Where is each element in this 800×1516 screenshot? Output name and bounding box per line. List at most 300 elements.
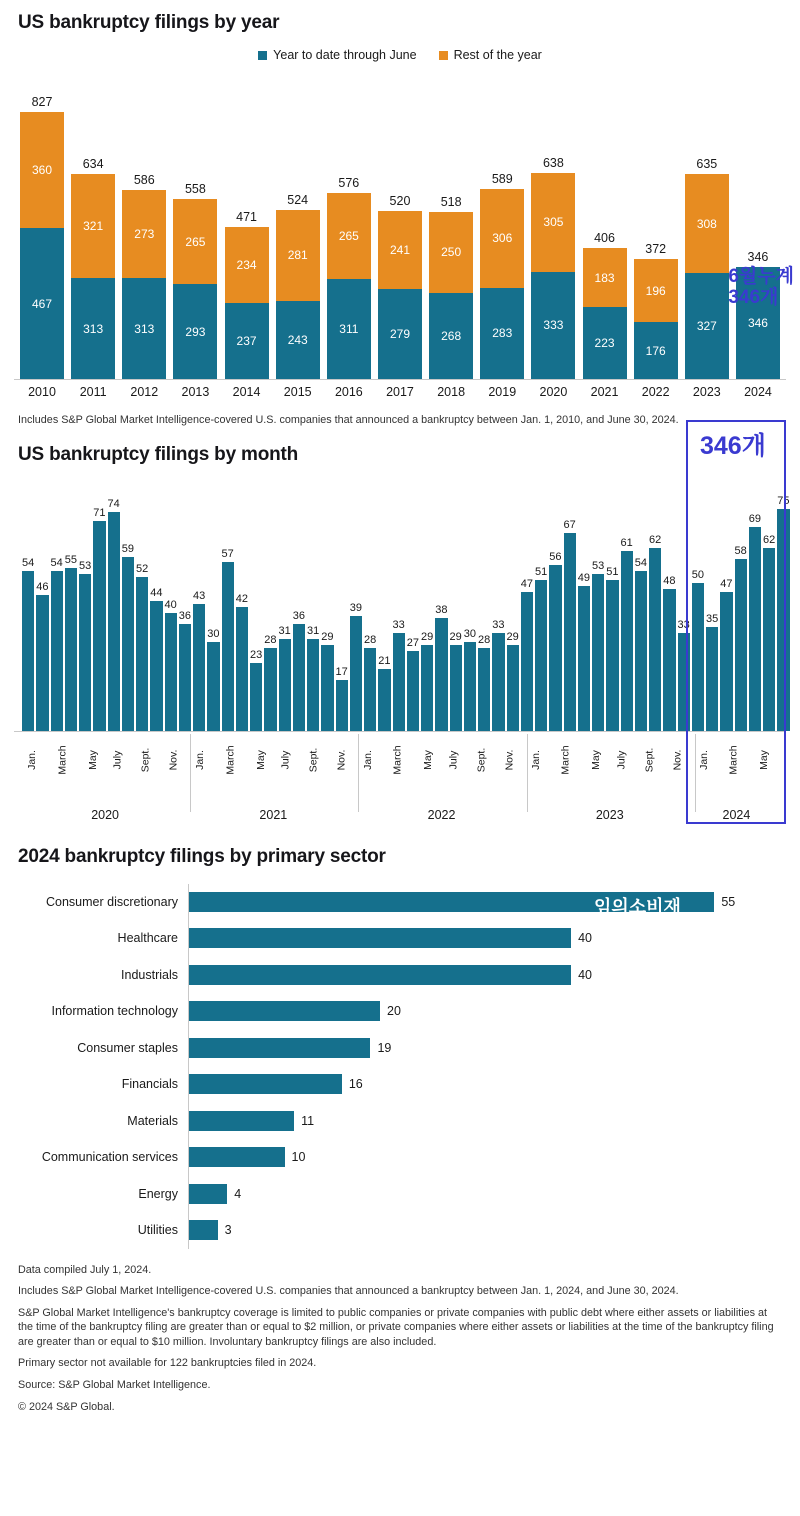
yearly-x-tick: 2024: [744, 385, 772, 399]
yearly-bar-total-label: 372: [645, 241, 667, 256]
monthly-bar: [36, 595, 48, 731]
monthly-bar: [207, 642, 219, 731]
monthly-bar-value-label: 35: [706, 613, 719, 626]
yearly-bar-total-label: 638: [542, 156, 564, 171]
yearly-bar-segment-ytd: 237: [225, 303, 269, 379]
sector-bar-row: [18, 1139, 782, 1176]
sector-bar-track: [188, 1066, 782, 1103]
monthly-x-tick: [522, 736, 524, 802]
sector-bar-value: 11: [301, 1113, 315, 1128]
sector-bar-label: Communication services: [41, 1150, 178, 1165]
yearly-x-tick: 2015: [283, 385, 312, 399]
monthly-bar-group: [207, 472, 219, 731]
yearly-chart-plot: [14, 70, 786, 380]
yearly-x-tick: 2019: [488, 385, 517, 399]
yearly-bar-group: [20, 70, 64, 379]
sector-bar: [189, 965, 571, 985]
yearly-bar-segment-rest: 265: [327, 193, 371, 279]
monthly-bar-value-label: 40: [164, 598, 177, 611]
monthly-bar-group: [293, 472, 305, 731]
monthly-bar-group: [564, 472, 576, 731]
monthly-bar: [692, 583, 704, 731]
monthly-bar-group: [678, 472, 690, 731]
monthly-x-tick: Jan.: [193, 749, 206, 770]
sector-bar: [189, 1074, 342, 1094]
sector-bar-label: Healthcare: [117, 931, 178, 946]
monthly-bar-group: [635, 472, 647, 731]
yearly-bar-total-label: 518: [440, 194, 462, 209]
monthly-x-tick: [440, 736, 442, 802]
yearly-x-tick: 2020: [539, 385, 568, 399]
yearly-bar: [634, 259, 678, 379]
yearly-bar-total-label: 635: [696, 157, 718, 172]
sector-bar-track: [188, 1212, 782, 1249]
monthly-bar: [378, 669, 390, 731]
yearly-x-tick: 2017: [386, 385, 414, 399]
footnote-line: © 2024 S&P Global.: [18, 1400, 115, 1413]
yearly-bar: [685, 174, 729, 379]
monthly-x-tick: Sept.: [474, 747, 487, 772]
yearly-bar-segment-rest: 281: [276, 210, 320, 301]
monthly-bar: [321, 645, 333, 731]
yearly-bar-segment-rest: 360: [20, 112, 64, 228]
legend-swatch-ytd: [258, 51, 267, 60]
sector-bar-track: [188, 957, 782, 994]
sector-bar-row: [18, 1176, 782, 1213]
yearly-bar-total-label: 827: [31, 95, 53, 110]
annotation-yearly-line1: 6월누계: [728, 266, 794, 287]
monthly-bar-group: [165, 472, 177, 731]
yearly-bar-total-label: 589: [491, 171, 513, 186]
monthly-x-tick: Jan.: [25, 749, 38, 770]
monthly-bar-group: [350, 472, 362, 731]
monthly-bar-value-label: 47: [720, 577, 733, 590]
yearly-x-tick: 2010: [28, 385, 56, 399]
monthly-bar: [22, 571, 34, 730]
monthly-x-tick: May: [86, 749, 99, 770]
yearly-bar-total-label: 520: [389, 194, 411, 209]
sector-bar-track: [188, 993, 782, 1030]
footnote-line: Includes S&P Global Market Intelligence-covered U.S. companies that announced a bankruptcy between Jan. 1, 2024, and June 30, 2024.: [18, 1285, 679, 1298]
yearly-bar: [71, 174, 115, 379]
monthly-x-tick: [129, 736, 131, 802]
monthly-bar: [222, 562, 234, 730]
monthly-bar: [421, 645, 433, 731]
footnotes: [18, 1263, 782, 1415]
yearly-bar-segment-ytd: 333: [531, 272, 575, 379]
monthly-bar-value-label: 53: [592, 560, 605, 573]
monthly-x-tick: [633, 736, 635, 802]
yearly-x-tick: 2021: [590, 385, 619, 399]
monthly-x-tick: [212, 736, 214, 802]
annotation-sector-korean: 임의소비재: [594, 896, 681, 917]
monthly-x-tick: Jan.: [697, 749, 710, 770]
monthly-bar-value-label: 33: [492, 619, 505, 632]
yearly-bar-segment-ytd: 346: [736, 267, 780, 379]
yearly-bar-group: [327, 70, 371, 379]
footnote-line: Data compiled July 1, 2024.: [18, 1263, 152, 1276]
yearly-bar-group: [634, 70, 678, 379]
monthly-x-tick: [297, 736, 299, 802]
yearly-chart-note: Includes S&P Global Market Intelligence-covered U.S. companies that announced a bankruptcy between Jan. 1, 2010, and June 30, 2024.: [18, 414, 679, 426]
monthly-bar-value-label: 46: [36, 580, 49, 593]
monthly-bar-value-label: 21: [378, 654, 391, 667]
yearly-bar-group: [736, 70, 780, 379]
monthly-x-tick: [354, 736, 356, 802]
monthly-x-tick: May: [254, 749, 267, 770]
monthly-bar-group: [777, 472, 789, 731]
monthly-bar: [535, 580, 547, 730]
monthly-bar: [108, 512, 120, 730]
yearly-bar-segment-ytd: 176: [634, 322, 678, 379]
monthly-bar-group: [407, 472, 419, 731]
sector-bar-label: Consumer discretionary: [46, 894, 178, 909]
monthly-bar-value-label: 36: [292, 610, 305, 623]
monthly-bar-group: [307, 472, 319, 731]
monthly-x-tick: Sept.: [642, 747, 655, 772]
monthly-bar-value-label: 29: [506, 631, 519, 644]
monthly-bar-group: [606, 472, 618, 731]
sector-bar-label: Information technology: [51, 1004, 178, 1019]
monthly-x-tick: [327, 736, 329, 802]
monthly-x-tick: Jan.: [361, 749, 374, 770]
monthly-bar-value-label: 42: [235, 592, 248, 605]
monthly-bar-value-label: 31: [278, 625, 291, 638]
monthly-bar-group: [122, 472, 134, 731]
monthly-bar: [564, 533, 576, 731]
monthly-bar-group: [51, 472, 63, 731]
sector-bar-label: Materials: [127, 1113, 178, 1128]
monthly-bar-group: [79, 472, 91, 731]
monthly-bar-value-label: 54: [50, 557, 63, 570]
yearly-bar-segment-ytd: 283: [480, 288, 524, 379]
monthly-x-tick: [159, 736, 161, 802]
yearly-chart-x-axis: [14, 385, 786, 399]
yearly-bar-segment-rest: 305: [531, 173, 575, 271]
monthly-bar-group: [735, 472, 747, 731]
yearly-bar-segment-ytd: 327: [685, 273, 729, 379]
monthly-bar: [93, 521, 105, 730]
monthly-bar-group: [250, 472, 262, 731]
yearly-bar: [583, 248, 627, 379]
monthly-bar: [578, 586, 590, 731]
sector-bar: [189, 1184, 227, 1204]
sector-bar-row: [18, 957, 782, 994]
monthly-bar: [777, 509, 789, 730]
annotation-yearly-line2: 346개: [728, 287, 779, 309]
monthly-bar: [720, 592, 732, 731]
monthly-bar-group: [663, 472, 675, 731]
yearly-bar-total-label: 558: [184, 181, 206, 196]
sector-bar-track: [188, 1176, 782, 1213]
footnote-line: S&P Global Market Intelligence's bankruptcy coverage is limited to public companies or private companies with public debt where either assets or liabilities at the time of the bankruptcy filing are greater than or equal to $2 million, or private companies where either assets or liabilities at the time of the bankruptcy filing are greater than or equal to $10 million. Involuntary bankruptcy filings are also included.: [18, 1306, 774, 1348]
monthly-year-label: 2021: [190, 804, 356, 822]
sector-bar-row: [18, 920, 782, 957]
yearly-bar-total-label: 471: [236, 210, 257, 224]
monthly-bar-group: [592, 472, 604, 731]
monthly-bar: [663, 589, 675, 731]
yearly-chart-legend: [0, 48, 800, 62]
monthly-bar-group: [179, 472, 191, 731]
monthly-x-tick: Sept.: [139, 747, 152, 772]
monthly-chart-plot: [14, 472, 790, 732]
monthly-bar: [478, 648, 490, 731]
sector-bar-track: [188, 1103, 782, 1140]
monthly-x-tick: Nov.: [167, 749, 180, 770]
yearly-bar-total-label: 576: [338, 176, 360, 191]
monthly-bar: [350, 616, 362, 731]
sector-bar-row: [18, 1103, 782, 1140]
monthly-x-tick: Nov.: [671, 749, 684, 770]
monthly-bar-group: [435, 472, 447, 731]
monthly-bar: [678, 633, 690, 730]
monthly-bar: [193, 604, 205, 731]
monthly-chart-title: US bankruptcy filings by month: [18, 443, 299, 465]
monthly-bar-group: [393, 472, 405, 731]
sector-chart-title: 2024 bankruptcy filings by primary sector: [18, 845, 386, 867]
monthly-year-label: 2022: [358, 804, 524, 822]
monthly-bar: [763, 548, 775, 731]
sector-bar-label: Industrials: [121, 967, 178, 982]
yearly-bar-segment-ytd: 313: [71, 278, 115, 379]
monthly-bar-value-label: 43: [193, 589, 206, 602]
yearly-x-tick: 2022: [641, 385, 670, 399]
yearly-bar-segment-rest: 196: [634, 259, 678, 322]
monthly-year-label: 2023: [527, 804, 693, 822]
monthly-bar: [250, 663, 262, 731]
monthly-x-tick: May: [590, 749, 603, 770]
monthly-bar: [407, 651, 419, 731]
monthly-bar-group: [706, 472, 718, 731]
legend-item-rest: [439, 48, 542, 62]
yearly-bar-group: [685, 70, 729, 379]
monthly-bar-group: [193, 472, 205, 731]
yearly-bar-segment-ytd: 268: [429, 293, 473, 379]
monthly-bar-value-label: 33: [677, 619, 690, 632]
monthly-x-tick: July: [111, 750, 124, 769]
footnote-line: Primary sector not available for 122 bankruptcies filed in 2024.: [18, 1357, 317, 1370]
yearly-x-tick: 2011: [79, 385, 107, 399]
monthly-x-tick: [548, 736, 550, 802]
monthly-bar-value-label: 29: [421, 631, 434, 644]
monthly-bar-value-label: 38: [435, 604, 448, 617]
monthly-x-tick: March: [559, 744, 572, 775]
monthly-x-tick: [415, 736, 417, 802]
monthly-bar-value-label: 28: [364, 633, 377, 646]
monthly-bar-group: [36, 472, 48, 731]
monthly-bar-value-label: 62: [763, 533, 776, 546]
monthly-x-tick: [495, 736, 497, 802]
monthly-bar-group: [150, 472, 162, 731]
sector-bar-row: [18, 993, 782, 1030]
yearly-x-tick: 2023: [692, 385, 721, 399]
yearly-x-tick: 2013: [181, 385, 210, 399]
yearly-bar-total-label: 406: [594, 231, 615, 245]
monthly-bar-value-label: 17: [335, 666, 348, 679]
sector-chart: [0, 884, 800, 1249]
monthly-bar: [592, 574, 604, 730]
monthly-bar-value-label: 27: [406, 636, 419, 649]
yearly-bar-group: [71, 70, 115, 379]
yearly-bar-group: [225, 70, 269, 379]
sector-bar: [189, 1001, 380, 1021]
sector-bar-value: 40: [578, 967, 592, 982]
monthly-bar-group: [763, 472, 775, 731]
monthly-bar-value-label: 33: [392, 619, 405, 632]
yearly-bar-segment-rest: 265: [173, 199, 217, 285]
monthly-bar: [507, 645, 519, 731]
yearly-bar: [225, 227, 269, 379]
yearly-bar-segment-ytd: 223: [583, 307, 627, 379]
yearly-bar-segment-rest: 306: [480, 189, 524, 288]
monthly-bar: [735, 559, 747, 730]
monthly-bar: [706, 627, 718, 730]
monthly-x-tick: May: [422, 749, 435, 770]
monthly-bar-value-label: 74: [107, 498, 120, 511]
monthly-x-tick: [272, 736, 274, 802]
monthly-bar-value-label: 47: [520, 577, 533, 590]
monthly-x-tick: [583, 736, 585, 802]
monthly-bar-group: [578, 472, 590, 731]
monthly-bar-value-label: 54: [634, 557, 647, 570]
monthly-x-tick: May: [758, 749, 771, 770]
yearly-bar: [327, 193, 371, 379]
monthly-x-tick: [186, 736, 188, 802]
monthly-bar: [635, 571, 647, 730]
monthly-bar: [749, 527, 761, 731]
monthly-bar-value-label: 48: [663, 574, 676, 587]
sector-bar-value: 16: [348, 1077, 363, 1092]
sector-bar: [189, 1147, 285, 1167]
monthly-bar-value-label: 57: [221, 548, 234, 561]
monthly-bar-value-label: 59: [121, 542, 134, 555]
sector-bar: [189, 1220, 218, 1240]
monthly-bar: [492, 633, 504, 730]
sector-bar-track: [188, 1139, 782, 1176]
monthly-x-tick: Nov.: [503, 749, 516, 770]
sector-bar-value: 4: [234, 1186, 242, 1201]
sector-bar-value: 20: [387, 1004, 401, 1019]
yearly-bar-segment-rest: 183: [583, 248, 627, 307]
monthly-x-tick: [608, 736, 610, 802]
legend-swatch-rest: [439, 51, 448, 60]
monthly-bar-group: [421, 472, 433, 731]
monthly-bar: [179, 624, 191, 730]
monthly-bar-group: [279, 472, 291, 731]
yearly-bar-segment-ytd: 311: [327, 279, 371, 379]
monthly-bar-value-label: 53: [79, 560, 92, 573]
sector-bar-row: [18, 1030, 782, 1067]
monthly-bar: [435, 618, 447, 730]
monthly-x-tick: [105, 736, 107, 802]
legend-label-ytd: Year to date through June: [273, 48, 417, 62]
sector-bar-value: 10: [291, 1150, 306, 1165]
yearly-chart: [0, 70, 800, 399]
monthly-bar: [621, 551, 633, 731]
monthly-x-tick: [663, 736, 665, 802]
yearly-x-tick: 2012: [130, 385, 159, 399]
monthly-bar-value-label: 75: [777, 495, 790, 508]
monthly-x-tick: [465, 736, 467, 802]
monthly-bar: [65, 568, 77, 730]
yearly-bar-group: [429, 70, 473, 379]
yearly-bar-total-label: 524: [287, 192, 309, 207]
monthly-bar-group: [507, 472, 519, 731]
monthly-bar-value-label: 23: [250, 648, 263, 661]
monthly-bar: [79, 574, 91, 730]
sector-bar-label: Consumer staples: [77, 1040, 178, 1055]
monthly-bar-group: [535, 472, 547, 731]
yearly-bar-segment-rest: 308: [685, 174, 729, 273]
yearly-bar: [173, 199, 217, 379]
yearly-bar-group: [276, 70, 320, 379]
sector-bar-value: 3: [224, 1223, 232, 1238]
sector-bar-label: Utilities: [137, 1223, 178, 1238]
sector-bar-row: [18, 1212, 782, 1249]
sector-bar-value: 40: [578, 931, 592, 946]
yearly-bar-segment-rest: 321: [71, 174, 115, 278]
monthly-x-tick: March: [392, 744, 405, 775]
monthly-bar-value-label: 58: [734, 545, 747, 558]
sector-bar-value: 19: [377, 1040, 392, 1055]
yearly-bar-group: [378, 70, 422, 379]
yearly-bar: [480, 189, 524, 379]
sector-bar-track: [188, 884, 782, 921]
monthly-x-tick: March: [727, 744, 740, 775]
monthly-bar-value-label: 62: [649, 533, 662, 546]
monthly-bar-group: [720, 472, 732, 731]
monthly-bar: [150, 601, 162, 731]
monthly-bar-value-label: 29: [449, 631, 462, 644]
sector-bar-row: [18, 1066, 782, 1103]
yearly-bar: [20, 112, 64, 379]
legend-item-ytd: [258, 48, 416, 62]
monthly-bar-value-label: 51: [535, 566, 548, 579]
sector-bar: [189, 1038, 370, 1058]
monthly-x-tick: July: [447, 750, 460, 769]
monthly-bar: [521, 592, 533, 731]
sector-bar-label: Energy: [138, 1186, 178, 1201]
monthly-x-tick: Sept.: [307, 747, 320, 772]
monthly-bar-group: [749, 472, 761, 731]
monthly-bar-group: [464, 472, 476, 731]
yearly-chart-title: US bankruptcy filings by year: [18, 12, 280, 33]
sector-bar: [189, 1111, 294, 1131]
monthly-bar-group: [65, 472, 77, 731]
monthly-x-tick: March: [56, 744, 69, 775]
monthly-bar-group: [692, 472, 704, 731]
yearly-bar-segment-rest: 241: [378, 211, 422, 289]
sector-bar: [189, 928, 571, 948]
monthly-bar-group: [136, 472, 148, 731]
monthly-bar-value-label: 36: [178, 610, 191, 623]
monthly-x-tick: [750, 736, 752, 802]
monthly-bar-value-label: 30: [463, 628, 476, 641]
yearly-bar-total-label: 586: [133, 172, 155, 187]
yearly-bar: [276, 210, 320, 379]
monthly-bar-value-label: 50: [691, 569, 704, 582]
monthly-bar-group: [321, 472, 333, 731]
yearly-bar-group: [173, 70, 217, 379]
yearly-bar: [122, 190, 166, 379]
monthly-bar-group: [364, 472, 376, 731]
yearly-bar-segment-ytd: 313: [122, 278, 166, 379]
monthly-x-tick: July: [279, 750, 292, 769]
sector-bar-label: Financials: [121, 1077, 178, 1092]
monthly-bar-value-label: 54: [22, 557, 35, 570]
monthly-bar-value-label: 49: [577, 572, 590, 585]
monthly-x-tick: [380, 736, 382, 802]
